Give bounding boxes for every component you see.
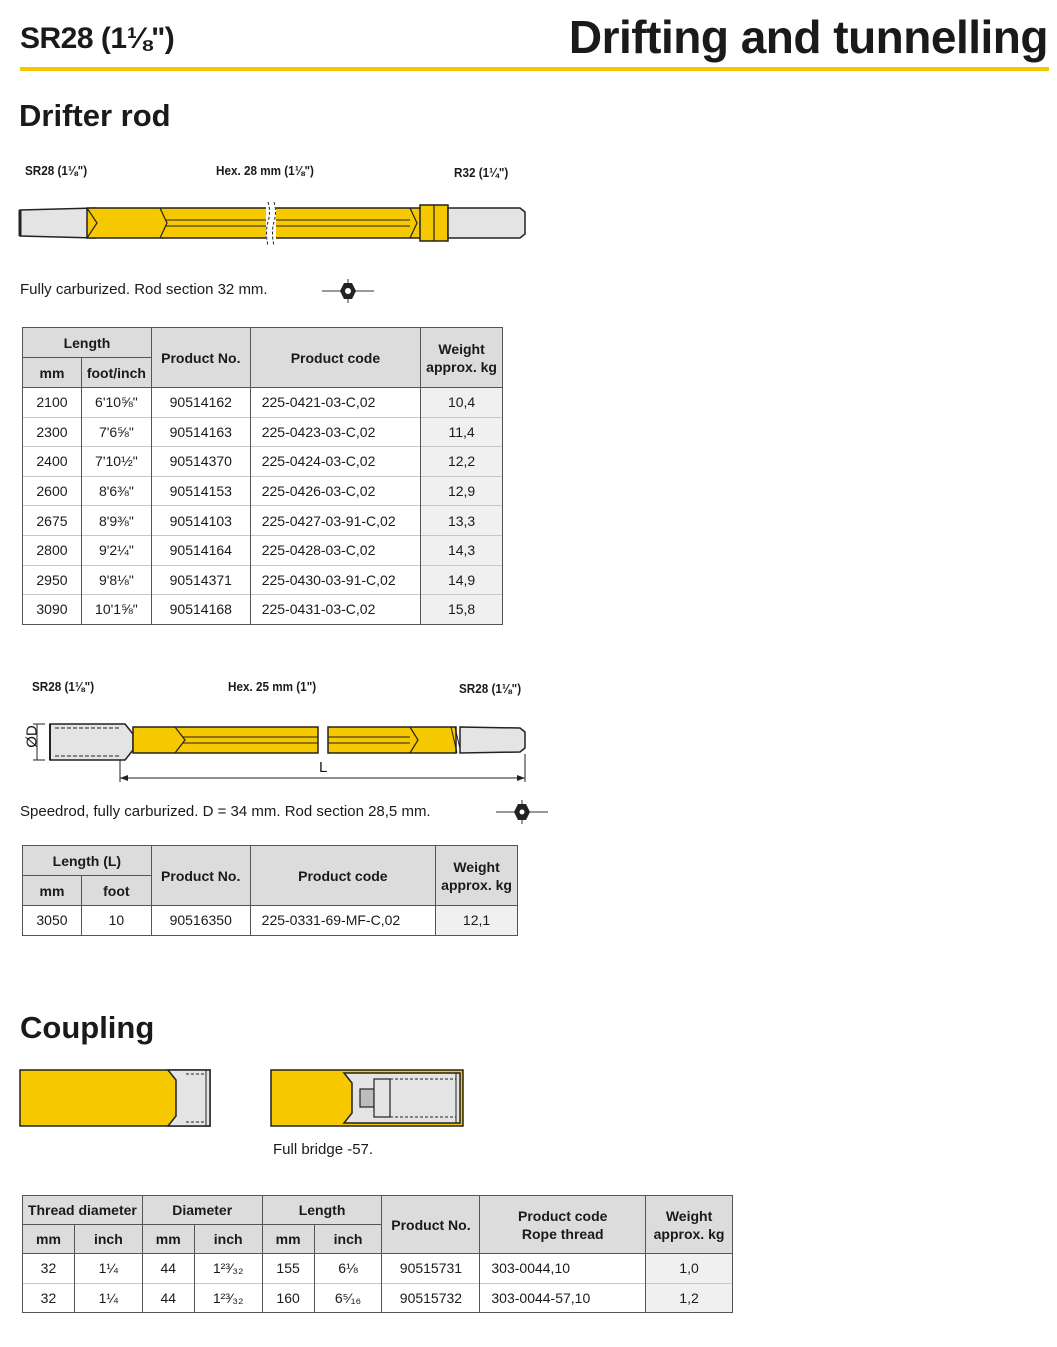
table-row: 3090 10'1⅝" 90514168 225-0431-03-C,02 15,8 bbox=[23, 595, 503, 625]
mm-header: mm bbox=[23, 358, 82, 388]
table-row: 2300 7'6⅝" 90514163 225-0423-03-C,02 11,4 bbox=[23, 417, 503, 447]
mm-header: mm bbox=[23, 1225, 75, 1254]
table-row: 2100 6'10⅝" 90514162 225-0421-03-C,02 10,4 bbox=[23, 388, 503, 418]
hex-section-icon bbox=[322, 279, 374, 303]
drifter-rod-table bbox=[22, 327, 503, 625]
coupling-diagram-standard bbox=[18, 1067, 214, 1129]
rod1-caption: Fully carburized. Rod section 32 mm. bbox=[20, 281, 268, 298]
foot-header: foot bbox=[81, 876, 151, 906]
table-row: 2950 9'8⅛" 90514371 225-0430-03-91-C,02 14,9 bbox=[23, 565, 503, 595]
inch-header: inch bbox=[194, 1225, 262, 1254]
product-code-header: Product code bbox=[250, 846, 435, 906]
mm-header: mm bbox=[23, 876, 82, 906]
product-no-header: Product No. bbox=[382, 1196, 480, 1254]
drifter-rod-heading: Drifter rod bbox=[19, 98, 171, 133]
rod1-shank-label: SR28 (1⅛") bbox=[25, 163, 88, 178]
thread-diameter-group-header: Thread diameter bbox=[23, 1196, 143, 1225]
table-row: 2600 8'6⅜" 90514153 225-0426-03-C,02 12,9 bbox=[23, 476, 503, 506]
coupling-table bbox=[22, 1195, 733, 1313]
coupling-heading: Coupling bbox=[20, 1010, 155, 1045]
rod2-thread-label: SR28 (1⅛") bbox=[459, 681, 522, 696]
product-series-title: SR28 (1⅛") bbox=[20, 22, 175, 55]
hex-section-icon bbox=[496, 800, 548, 824]
mm-header: mm bbox=[142, 1225, 194, 1254]
product-code-header: Product code Rope thread bbox=[480, 1196, 646, 1254]
foot-inch-header: foot/inch bbox=[81, 358, 151, 388]
rod2-caption: Speedrod, fully carburized. D = 34 mm. Rod section 28,5 mm. bbox=[20, 803, 431, 820]
table-row: 32 1¼ 44 1²³⁄₃₂ 155 6⅛ 90515731 303-0044,10 1,0 bbox=[23, 1254, 733, 1284]
speedrod-diagram bbox=[15, 714, 535, 784]
rod1-hex-label: Hex. 28 mm (1⅛") bbox=[216, 163, 314, 178]
header-divider bbox=[20, 67, 1049, 71]
length-dimension-label: L bbox=[319, 759, 328, 776]
table-row: 2400 7'10½" 90514370 225-0424-03-C,02 12,2 bbox=[23, 447, 503, 477]
length-group-header: Length (L) bbox=[23, 846, 152, 876]
diameter-group-header: Diameter bbox=[142, 1196, 262, 1225]
mm-header: mm bbox=[262, 1225, 314, 1254]
coupling-diagram-full-bridge bbox=[268, 1067, 468, 1129]
weight-header: Weight approx. kg bbox=[646, 1196, 733, 1254]
weight-header: Weight approx. kg bbox=[436, 846, 518, 906]
weight-header: Weight approx. kg bbox=[421, 328, 503, 388]
inch-header: inch bbox=[314, 1225, 382, 1254]
speedrod-table bbox=[22, 845, 518, 936]
category-title: Drifting and tunnelling bbox=[568, 11, 1048, 63]
inch-header: inch bbox=[74, 1225, 142, 1254]
length-group-header: Length bbox=[262, 1196, 382, 1225]
rod2-hex-label: Hex. 25 mm (1") bbox=[228, 679, 317, 694]
rod1-thread-label: R32 (1¼") bbox=[454, 165, 509, 180]
rod2-shank-label: SR28 (1⅛") bbox=[32, 679, 95, 694]
product-no-header: Product No. bbox=[151, 846, 250, 906]
table-row: 3050 10 90516350 225-0331-69-MF-C,02 12,1 bbox=[23, 906, 518, 936]
length-group-header: Length bbox=[23, 328, 152, 358]
coupling-caption: Full bridge -57. bbox=[273, 1141, 374, 1158]
table-row: 2675 8'9⅜" 90514103 225-0427-03-91-C,02 13,3 bbox=[23, 506, 503, 536]
product-code-header: Product code bbox=[250, 328, 420, 388]
diameter-dimension-label: ØD bbox=[23, 725, 41, 748]
table-row: 2800 9'2¼" 90514164 225-0428-03-C,02 14,3 bbox=[23, 535, 503, 565]
drifter-rod-diagram bbox=[15, 198, 535, 250]
table-row: 32 1¼ 44 1²³⁄₃₂ 160 6⁵⁄₁₆ 90515732 303-0044-57,10 1,2 bbox=[23, 1283, 733, 1313]
product-no-header: Product No. bbox=[151, 328, 250, 388]
